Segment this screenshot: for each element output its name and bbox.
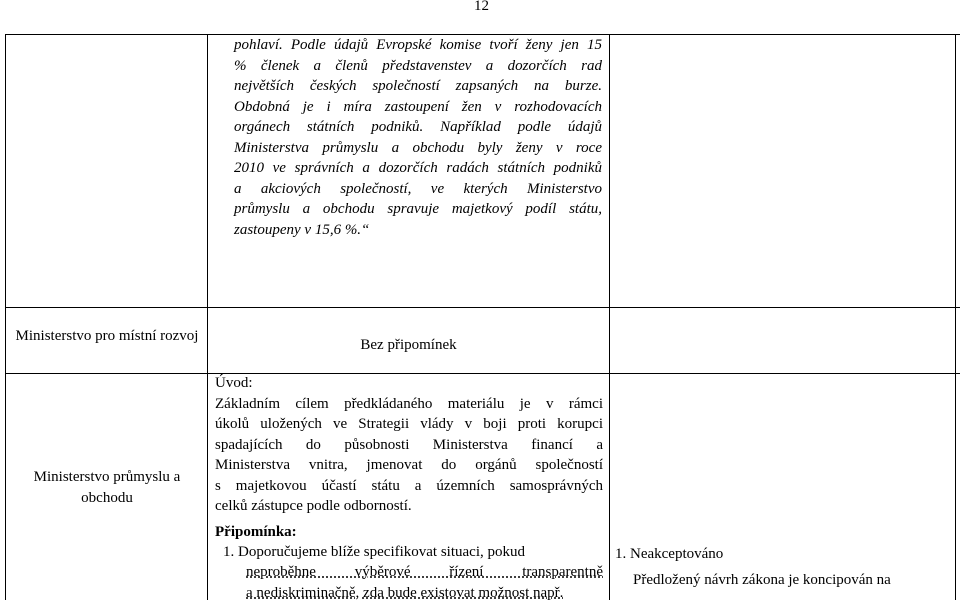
mpo-intro [215,373,603,517]
text-line: a nediskriminačně, zda bude existovat možnost např. [246,583,603,603]
ministry-mmr: Ministerstvo pro místní rozvoj [12,326,202,347]
text-line: Základním cílem předkládaného materiálu je v rámci [215,394,603,415]
text-line: celků zástupce podle odborností. [215,496,603,517]
intro-label: Úvod: [215,373,603,394]
text-line: Ministerstva vnitra, jmenovat do orgánů společností [215,455,603,476]
text-line: orgánech státních podniků. Například podle údajů [234,117,602,138]
text-line: neproběhne výběrové řízení transparentně [246,562,603,583]
text-line: Obdobná je i míra zastoupení žen v rozhodovacích [234,97,602,118]
text-line: s majetkovou účastí státu a územních samosprávných [215,476,603,497]
comment-label: Připomínka: [215,522,297,543]
text-line: Ministerstva průmyslu a obchodu byly ženy v roce [234,138,602,159]
text-line: spadajících do působnosti Ministerstva financí a [215,435,603,456]
ministry-mpo: Ministerstvo průmyslu a obchodu [12,467,202,508]
text-line: zastoupeny v 15,6 %.“ [234,220,602,241]
text-line: % členek a členů představenstev a dozorčích rad [234,56,602,77]
text-line: úkolů uložených ve Strategii vlády v boji proti korupci [215,414,603,435]
mmr-comment: Bez připomínek [208,335,609,356]
comment-continuation [246,562,603,603]
text-line: 2010 ve správních a dozorčích radách státních podniků [234,158,602,179]
page-number: 12 [474,0,489,15]
text-line: a akciových společností, ve kterých Ministerstvo [234,179,602,200]
text-line: průmyslu a obchodu spravuje majetkový podíl státu, [234,199,602,220]
resolution-text: Předložený návrh zákona je koncipován na [633,570,951,591]
text-line: největších českých společností zapsaných na burze. [234,76,602,97]
resolution-item: 1. Neakceptováno [615,544,723,565]
comment-item: 1. Doporučujeme blíže specifikovat situaci, pokud [223,542,603,563]
top-row-text [234,35,602,240]
text-line: pohlaví. Podle údajů Evropské komise tvoří ženy jen 15 [234,35,602,56]
